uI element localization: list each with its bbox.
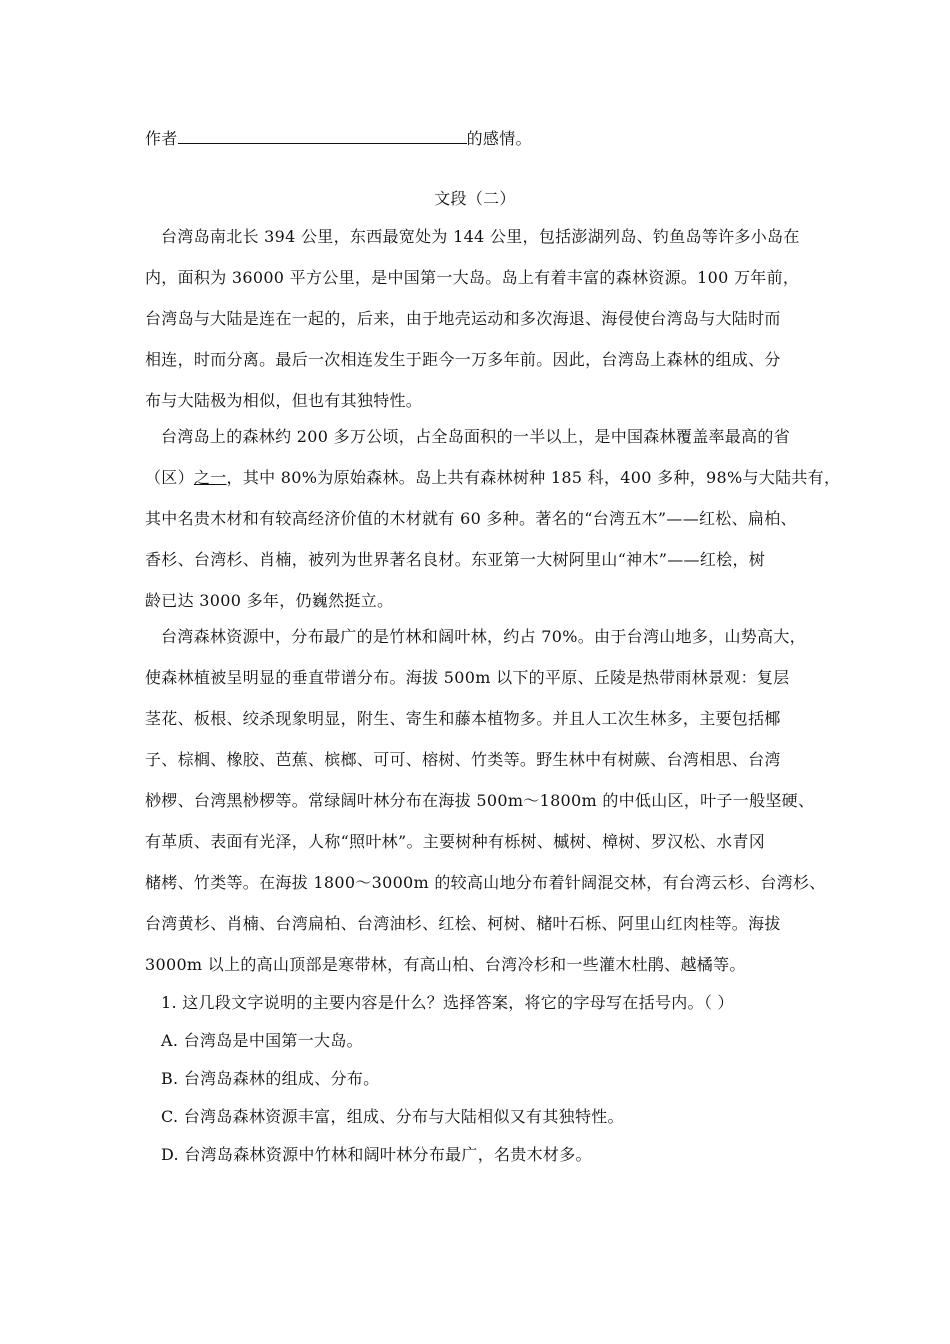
paragraph-line: 台湾森林资源中，分布最广的是竹林和阔叶林，约占 70%。由于台湾山地多，山势高大， [161, 627, 806, 646]
paragraph-line [145, 468, 841, 488]
section-title: 文段（二） [434, 189, 516, 208]
paragraph-line: 子、棕榈、橡胶、芭蕉、槟榔、可可、榕树、竹类等。野生林中有树蕨、台湾相思、台湾 [145, 750, 781, 769]
paragraph-line: 桫椤、台湾黑桫椤等。常绿阔叶林分布在海拔 500m～1800m 的中低山区，叶子一般坚硬、 [145, 791, 815, 810]
intro-prefix: 作者 [145, 129, 178, 148]
paragraph-line: 相连，时而分离。最后一次相连发生于距今一万多年前。因此，台湾岛上森林的组成、分 [145, 350, 781, 369]
underlined-phrase: 之一 [193, 468, 227, 487]
answer-blank[interactable] [178, 127, 467, 144]
paragraph-line: 台湾岛南北长 394 公里，东西最宽处为 144 公里，包括澎湖列岛、钓鱼岛等许多小岛在 [161, 227, 800, 246]
paragraph-line: 3000m 以上的高山顶部是寒带林，有高山柏、台湾冷杉和一些灌木杜鹃、越橘等。 [145, 955, 746, 974]
paragraph-line: 茎花、板根、绞杀现象明显，附生、寄生和藤本植物多。并且人工次生林多，主要包括椰 [145, 709, 781, 728]
line-text: ，其中 80%为原始森林。岛上共有森林树种 185 科，400 多种，98%与大陆共有， [226, 468, 841, 487]
paragraph-line: 台湾黄杉、肖楠、台湾扁柏、台湾油杉、红桧、柯树、槠叶石栎、阿里山红肉桂等。海拔 [145, 914, 781, 933]
paragraph-line: 布与大陆极为相似，但也有其独特性。 [145, 391, 423, 410]
option-d[interactable]: D. 台湾岛森林资源中竹林和阔叶林分布最广，名贵木材多。 [161, 1145, 592, 1164]
option-b[interactable]: B. 台湾岛森林的组成、分布。 [161, 1069, 380, 1088]
question-stem: 1. 这几段文字说明的主要内容是什么？选择答案，将它的字母写在括号内。（ ） [161, 993, 734, 1012]
paragraph-line: 有革质、表面有光泽，人称“照叶林”。主要树种有栎树、槭树、樟树、罗汉松、水青冈 [145, 832, 766, 851]
paragraph-line: 台湾岛与大陆是连在一起的，后来，由于地壳运动和多次海退、海侵使台湾岛与大陆时而 [145, 309, 781, 328]
paragraph-line: 龄已达 3000 多年，仍巍然挺立。 [145, 591, 394, 610]
option-a[interactable]: A. 台湾岛是中国第一大岛。 [161, 1031, 363, 1050]
paragraph-line: 其中名贵木材和有较高经济价值的木材就有 60 多种。著名的“台湾五木”——红松、扁柏、 [145, 509, 797, 528]
line-text: （区） [145, 468, 194, 487]
paragraph-line: 香杉、台湾杉、肖楠，被列为世界著名良材。东亚第一大树阿里山“神木”——红桧，树 [145, 550, 766, 569]
paragraph-line: 使森林植被呈明显的垂直带谱分布。海拔 500m 以下的平原、丘陵是热带雨林景观：复层 [145, 668, 790, 687]
paragraph-line: 台湾岛上的森林约 200 多万公顷，占全岛面积的一半以上，是中国森林覆盖率最高的省 [161, 427, 791, 446]
paragraph-line: 槠栲、竹类等。在海拔 1800～3000m 的较高山地分布着针阔混交林，有台湾云杉、台湾杉、 [145, 873, 826, 892]
intro-line [145, 127, 817, 149]
intro-suffix: 的感情。 [466, 129, 532, 148]
option-c[interactable]: C. 台湾岛森林资源丰富，组成、分布与大陆相似又有其独特性。 [161, 1107, 624, 1126]
paragraph-line: 内，面积为 36000 平方公里，是中国第一大岛。岛上有着丰富的森林资源。100 万年前， [145, 268, 800, 287]
